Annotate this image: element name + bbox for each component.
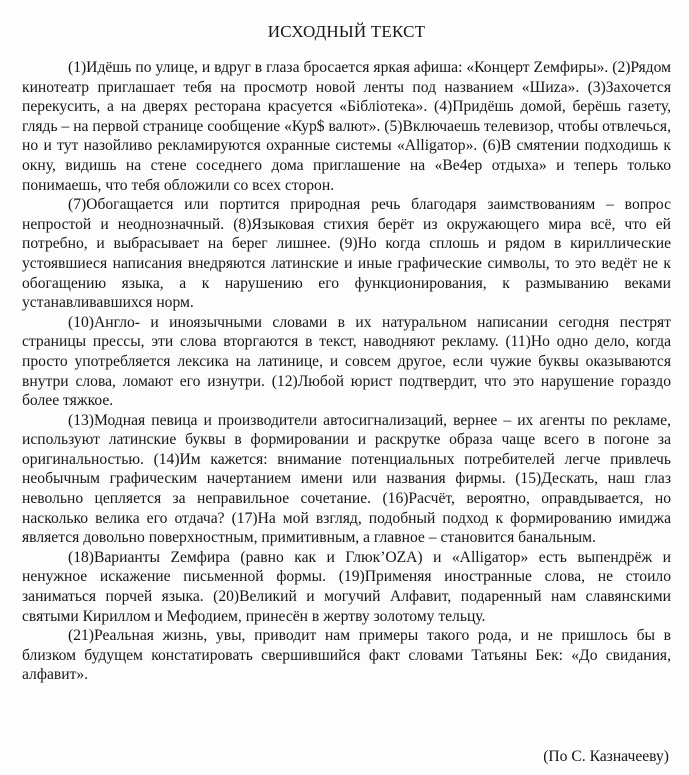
paragraph-6: (21)Реальная жизнь, увы, приводит нам примеры такого рода, и не пришлось бы в близком будущем констатировать свершившийся факт словами Татьяны Бек: «До свидания, алфавит». xyxy=(22,627,671,684)
source-attribution: (По С. Казначееву) xyxy=(543,748,669,765)
paragraph-3: (10)Англо- и иноязычными словами в их натуральном написании сегодня пестрят страницы прессы, эти слова вторгаются в текст, наводняют рекламу. (11)Но одно дело, когда просто употребляется лексика на латинице, и совсем другое, если чужие буквы оказываются внутри слова, ломают его изнутри. (12)Любой юрист подтвердит, что это нарушение гораздо более тяжкое. xyxy=(22,313,671,410)
paragraph-5: (18)Варианты Zемфира (равно как и Глюк’OZA) и «Аlligатор» есть выпендрёж и ненужное искажение письменной формы. (19)Применяя иностранные слова, не стоило заниматься порчей языка. (20)Великий и могучий Алфавит, подаренный нам славянскими святыми Кириллом и Мефодием, принесён в жертву золотому тельцу. xyxy=(22,548,671,625)
paragraph-4: (13)Модная певица и производители автосигнализаций, вернее – их агенты по рекламе, используют латинские буквы в формировании и раскрутке образа чаще всего в погоне за оригинальностью. (14)Им кажется: внимание потенциальных потребителей легче привлечь необычным графическим начертанием имени или названия фирмы. (15)Дескать, наш глаз невольно цепляется за неправильное сочетание. (16)Расчёт, вероятно, оправдывается, но насколько велика его отдача? (17)На мой взгляд, подобный подход к формированию имиджа является довольно поверхностным, примитивным, а главное – становится банальным. xyxy=(22,411,671,547)
document-title: ИСХОДНЫЙ ТЕКСТ xyxy=(267,22,426,41)
paragraph-2: (7)Обогащается или портится природная речь благодаря заимствованиям – вопрос непростой и неоднозначный. (8)Языковая стихия берёт из окружающего мира всё, что ей потребно, и выбрасывает на берег лишнее. (9)Но когда сплошь и рядом в кириллические устоявшиеся написания внедряются латинские и иные графические символы, то это ведёт не к обогащению языка, а к нарушению его функционирования, к размыванию веками устанавливавшихся норм. xyxy=(22,196,671,312)
paragraph-1: (1)Идёшь по улице, и вдруг в глаза бросается яркая афиша: «Концерт Zемфиры». (2)Рядом кинотеатр приглашает тебя на просмотр новой ленты под названием «Шиzа». (3)Захочется перекусить, а на дверях ресторана красуется «Бiблiотека». (4)Придёшь домой, берёшь газету, глядь – на первой странице сообщение «Кур$ валют». (5)Включаешь телевизор, чтобы отвлечься, но и тут назойливо рекламируются охранные системы «Аlligатор». (6)В смятении подходишь к окну, видишь на стене соседнего дома приглашение на «Ве4ер отдыха» и теперь только понимаешь, что тебя обложили со всех сторон. xyxy=(22,59,671,194)
